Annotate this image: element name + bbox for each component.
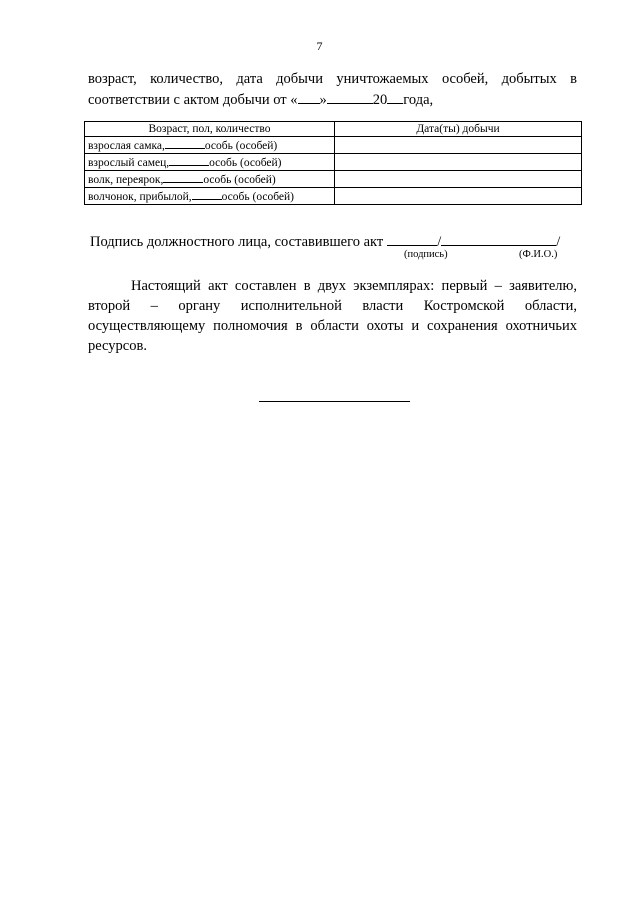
table-header-row (85, 122, 582, 137)
intro-text-a: соответствии с актом добычи от « (88, 92, 298, 108)
signature-caption: (подпись) (404, 249, 448, 260)
table-row (85, 171, 582, 188)
name-caption: (Ф.И.О.) (519, 249, 558, 260)
table-cell-date (335, 171, 582, 188)
intro-line-2 (88, 89, 577, 110)
signature-line (90, 231, 582, 251)
table-cell-category: взрослая самка, особь (особей) (85, 137, 335, 154)
name-blank (441, 231, 556, 246)
table-cell-category: волчонок, прибылой, особь (особей) (85, 188, 335, 205)
table-cell-category: волк, переярок, особь (особей) (85, 171, 335, 188)
closing-paragraph: Настоящий акт составлен в двух экземплярах: первый – заявителю, второй – органу исполнительной власти Костромской области, осуществляющему полномочия в области охоты и сохранения охотничьих ресурсов. (88, 278, 577, 354)
intro-text-d: года, (403, 92, 434, 108)
intro-paragraph (88, 69, 577, 110)
year-blank (387, 89, 403, 104)
month-blank (327, 89, 373, 104)
intro-line-1: возраст, количество, дата добычи уничтожаемых особей, добытых в (88, 71, 577, 87)
table-cell-date (335, 137, 582, 154)
end-divider (259, 401, 410, 402)
intro-text-b: » (319, 92, 327, 108)
day-blank (298, 89, 320, 104)
table-row (85, 137, 582, 154)
signature-text: Подпись должностного лица, составившего акт (90, 234, 384, 250)
harvest-table (84, 121, 582, 205)
signature-blank (387, 231, 437, 246)
table-row (85, 188, 582, 205)
table-cell-date (335, 154, 582, 171)
column-header-date: Дата(ты) добычи (335, 122, 582, 137)
signature-separator-1: / (437, 234, 442, 250)
intro-text-c: 20 (372, 92, 388, 108)
page-number: 7 (316, 39, 323, 53)
table-cell-category: взрослый самец, особь (особей) (85, 154, 335, 171)
table-cell-date (335, 188, 582, 205)
column-header-age: Возраст, пол, количество (85, 122, 335, 137)
table-row (85, 154, 582, 171)
signature-separator-2: / (556, 234, 561, 250)
